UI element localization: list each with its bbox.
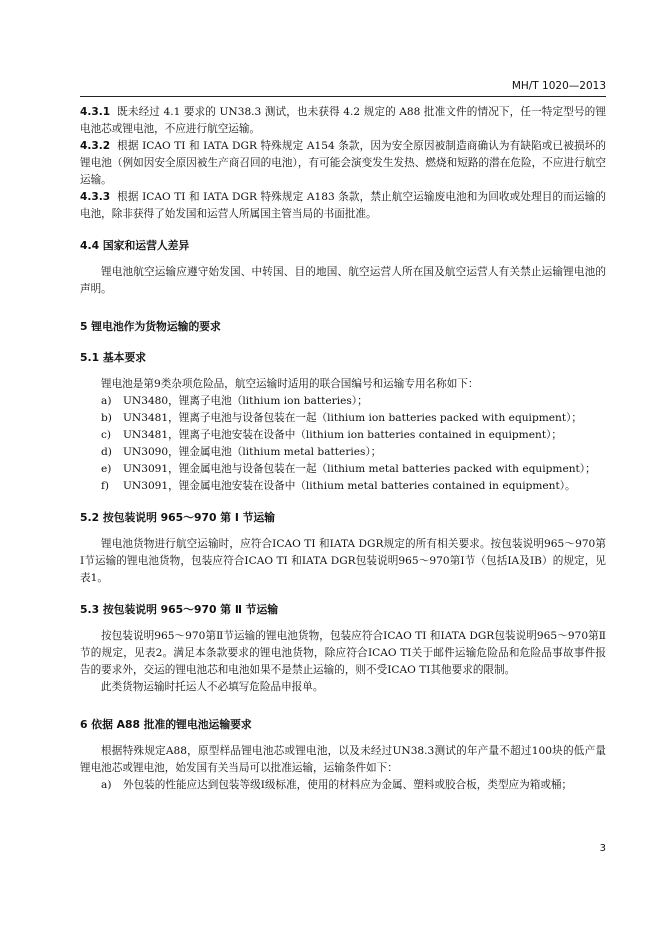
document-body [80, 104, 606, 794]
paragraph: 根据特殊规定A88，原型样品锂电池芯或锂电池，以及未经过UN38.3测试的年产量不超过100块的低产量锂电池芯或锂电池，始发国有关当局可以批准运输，运输条件如下： [80, 745, 606, 774]
section-heading-5: 5 锂电池作为货物运输的要求 [80, 320, 221, 333]
section-heading-4-4: 4.4 国家和运营人差异 [80, 239, 190, 252]
section-heading-5-2: 5.2 按包装说明 965～970 第 Ⅰ 节运输 [80, 511, 275, 524]
clause-4-3-3 [80, 189, 606, 223]
paragraph: 锂电池是第9类杂项危险品，航空运输时适用的联合国编号和运输专用名称如下： [101, 378, 479, 390]
list-item: c) UN3481，锂离子电池安装在设备中（lithium ion batteries contained in equipment）； [101, 429, 562, 441]
clause-number: 4.3.2 [80, 140, 111, 152]
clause-4-3-2 [80, 138, 606, 189]
clause-text: 根据 ICAO TI 和 IATA DGR 特殊规定 A154 条款，因为安全原因被制造商确认为有缺陷或已被损坏的锂电池（例如因安全原因被生产商召回的电池），有可能会演变发生发热、燃烧和短路的潜在危险，不应进行航空运输。 [80, 140, 606, 186]
section-heading-5-1: 5.1 基本要求 [80, 351, 147, 364]
list-item: d) UN3090，锂金属电池（lithium metal batteries）； [101, 446, 382, 458]
clause-number: 4.3.1 [80, 106, 111, 118]
list-item: e) UN3091，锂金属电池与设备包装在一起（lithium metal batteries packed with equipment）； [101, 463, 596, 475]
clause-text: 既未经过 4.1 要求的 UN38.3 测试，也未获得 4.2 规定的 A88 批准文件的情况下，任一特定型号的锂电池芯或锂电池，不应进行航空运输。 [80, 106, 606, 135]
paragraph: 锂电池货物进行航空运输时，应符合ICAO TI 和IATA DGR规定的所有相关要求。按包装说明965～970第Ⅰ节运输的锂电池货物，包装应符合ICAO TI 和IATA DGR包装说明965～970第Ⅰ节（包括IA及IB）的规定，见表1。 [80, 538, 606, 584]
paragraph: 此类货物运输时托运人不必填写危险品申报单。 [101, 681, 324, 693]
list-item: b) UN3481，锂离子电池与设备包装在一起（lithium ion batteries packed with equipment）； [101, 412, 583, 424]
doc-code: MH/T 1020—2013 [511, 80, 606, 92]
list-item: a) 外包装的性能应达到包装等级Ⅰ级标准，使用的材料应为金属、塑料或胶合板，类型应为箱或桶； [101, 779, 573, 791]
section-heading-5-3: 5.3 按包装说明 965～970 第 Ⅱ 节运输 [80, 603, 279, 616]
paragraph: 锂电池航空运输应遵守始发国、中转国、目的地国、航空运营人所在国及航空运营人有关禁止运输锂电池的声明。 [80, 266, 606, 295]
un-number-list [80, 393, 606, 495]
header-rule [80, 96, 606, 97]
paragraph: 按包装说明965～970第Ⅱ节运输的锂电池货物，包装应符合ICAO TI 和IATA DGR包装说明965～970第Ⅱ节的规定，见表2。满足本条款要求的锂电池货物，除应符合ICAO TI关于邮件运输危险品和危险品事故事件报告的要求外，交运的锂电池芯和电池如果不是禁止运输的，则不受ICAO TI其他要求的限制。 [80, 630, 606, 676]
page-number: 3 [599, 843, 606, 854]
clause-4-3-1 [80, 104, 606, 138]
list-item: a) UN3480，锂离子电池（lithium ion batteries）； [101, 395, 368, 407]
clause-text: 根据 ICAO TI 和 IATA DGR 特殊规定 A183 条款，禁止航空运输废电池和为回收或处理目的而运输的电池，除非获得了始发国和运营人所属国主管当局的书面批准。 [80, 191, 606, 220]
section-heading-6: 6 依据 A88 批准的锂电池运输要求 [80, 718, 252, 731]
list-item: f) UN3091，锂金属电池安装在设备中（lithium metal batteries contained in equipment）。 [101, 480, 576, 492]
clause-number: 4.3.3 [80, 191, 111, 203]
